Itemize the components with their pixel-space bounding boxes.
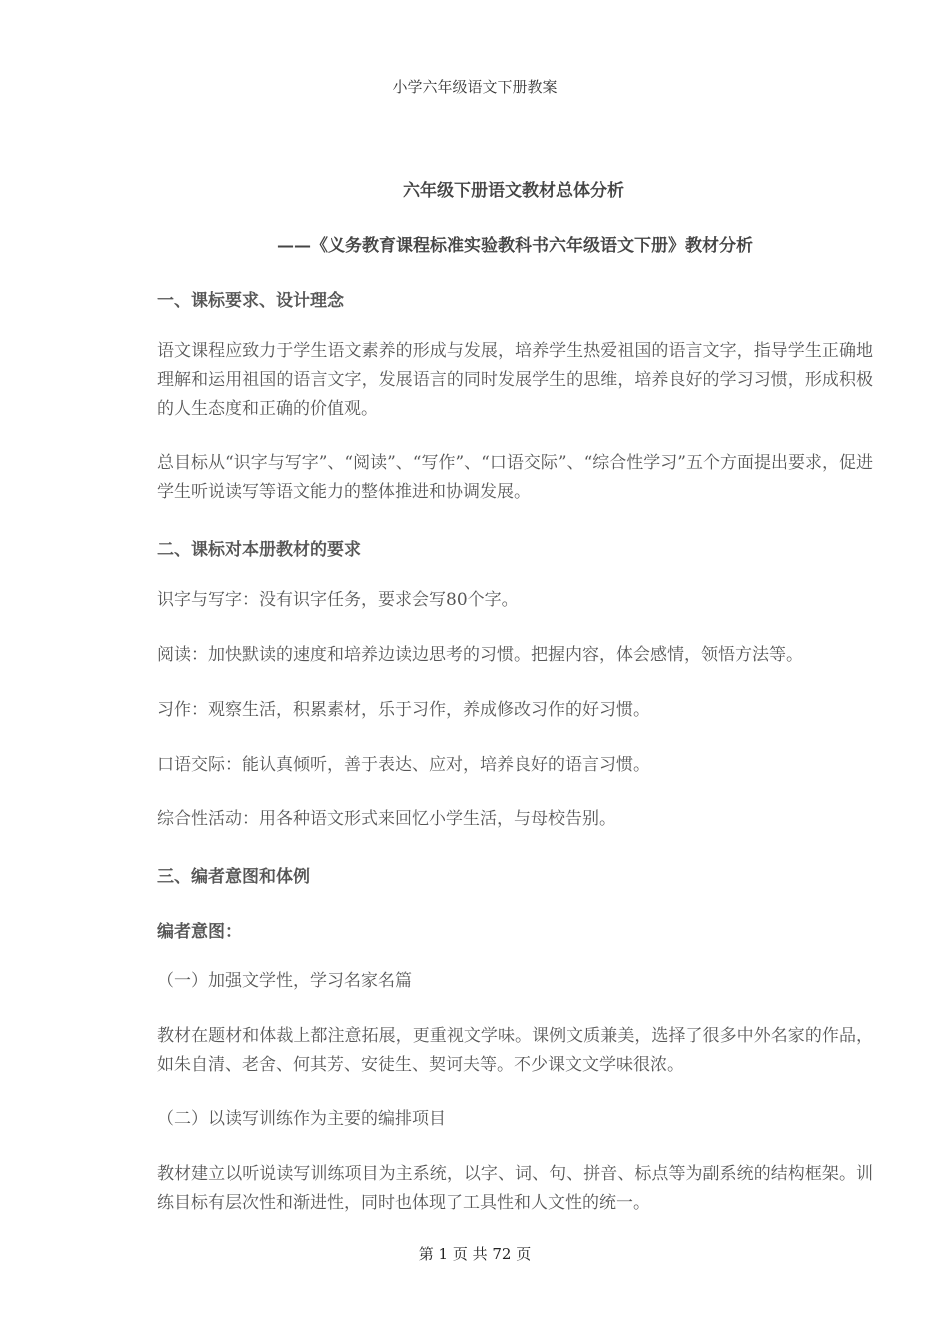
requirement-speaking: 口语交际：能认真倾听，善于表达、应对，培养良好的语言习惯。: [157, 755, 650, 775]
editor-intent-heading: 编者意图：: [157, 922, 242, 942]
point1-body: 教材在题材和体裁上都注意拓展，更重视文学味。课例文质兼美，选择了很多中外名家的作品，如朱自清、老舍、何其芳、安徒生、契诃夫等。不少课文文学味很浓。: [157, 1026, 873, 1075]
document-title: 六年级下册语文教材总体分析: [403, 181, 624, 201]
document-subtitle: ——《义务教育课程标准实验教科书六年级语文下册》教材分析: [277, 236, 753, 256]
requirement-writing: 习作：观察生活，积累素材，乐于习作，养成修改习作的好习惯。: [157, 700, 650, 720]
section2-heading: 二、课标对本册教材的要求: [157, 540, 361, 560]
point2-body: 教材建立以听说读写训练项目为主系统，以字、词、句、拼音、标点等为副系统的结构框架。训练目标有层次性和渐进性，同时也体现了工具性和人文性的统一。: [157, 1164, 873, 1213]
section1-paragraph-1: 语文课程应致力于学生语文素养的形成与发展，培养学生热爱祖国的语言文字，指导学生正确地理解和运用祖国的语言文字，发展语言的同时发展学生的思维，培养良好的学习习惯，形成积极的人生态度和正确的价值观。: [157, 341, 873, 419]
requirement-activity: 综合性活动：用各种语文形式来回忆小学生活，与母校告别。: [157, 809, 616, 829]
page-header: 小学六年级语文下册教案: [392, 78, 558, 96]
section1-heading: 一、课标要求、设计理念: [157, 291, 344, 311]
point1-title: （一）加强文学性，学习名家名篇: [157, 971, 412, 991]
section1-paragraph-2: 总目标从“识字与写字”、“阅读”、“写作”、“口语交际”、“综合性学习”五个方面提出要求，促进学生听说读写等语文能力的整体推进和协调发展。: [157, 453, 873, 502]
point2-title: （二）以读写训练作为主要的编排项目: [157, 1109, 446, 1129]
requirement-reading: 阅读：加快默读的速度和培养边读边思考的习惯。把握内容，体会感情，领悟方法等。: [157, 645, 803, 665]
page-footer: 第 1 页 共 72 页: [418, 1245, 532, 1263]
section3-heading: 三、编者意图和体例: [157, 867, 310, 887]
requirement-literacy: 识字与写字：没有识字任务，要求会写80个字。: [157, 590, 519, 610]
